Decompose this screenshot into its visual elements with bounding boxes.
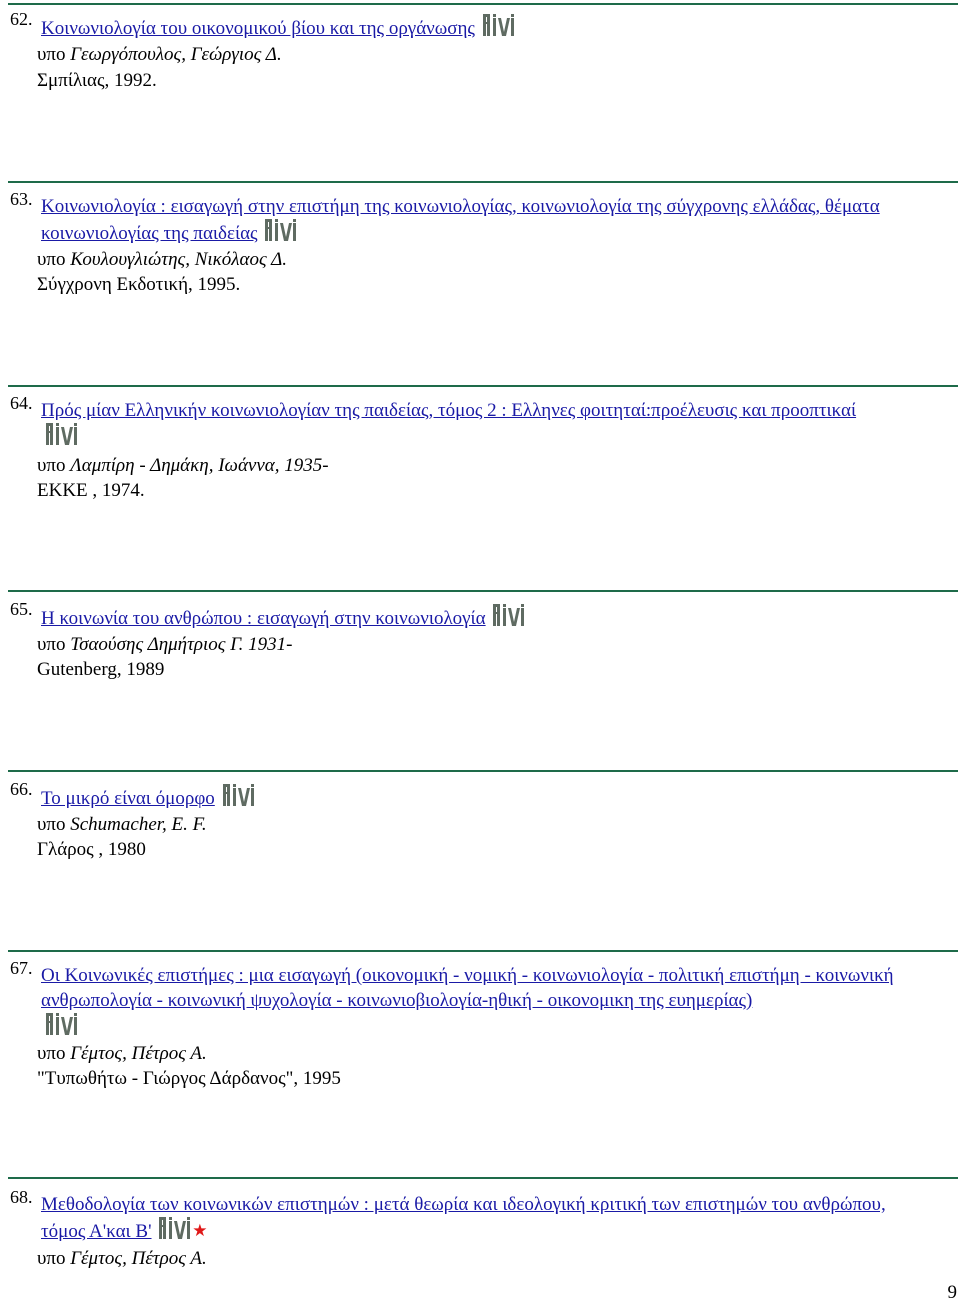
entry-title-link[interactable]: Πρός μίαν Ελληνικήν κοινωνιολογίαν της παιδείας, τόμος 2 : Ελληνες φοιτηταί:προέλευσις και προοπτικαί <box>41 400 857 421</box>
entry-author: υπο Τσαούσης Δημήτριος Γ. 1931- <box>37 634 293 655</box>
separator-line <box>8 770 958 772</box>
separator-line <box>8 590 958 592</box>
page-number: 9 <box>947 1282 957 1303</box>
entry-title-row <box>41 1192 901 1246</box>
library-logo-icon[interactable] <box>45 1013 79 1042</box>
entry-title-row <box>41 398 956 452</box>
entry-author: υπο Κουλουγλιώτης, Νικόλαος Δ. <box>37 249 288 270</box>
separator-line <box>8 181 958 183</box>
entry-number: 62. <box>10 9 33 29</box>
library-logo-icon[interactable] <box>264 219 298 248</box>
entry-author: υπο Γέμτος, Πέτρος Α. <box>37 1043 207 1064</box>
separator-line <box>8 950 958 952</box>
entry-title-row <box>41 604 956 633</box>
entry-title-link[interactable]: Το μικρό είναι όμορφο <box>41 788 215 809</box>
entry-publisher: Σύγχρονη Εκδοτική, 1995. <box>37 274 241 295</box>
library-logo-icon[interactable] <box>492 604 526 633</box>
entry-title-link[interactable]: Η κοινωνία του ανθρώπου : εισαγωγή στην κοινωνιολογία <box>41 608 486 629</box>
entry-author: υπο Schumacher, E. F. <box>37 814 207 835</box>
entry-number: 65. <box>10 599 33 619</box>
entry-number: 64. <box>10 393 33 413</box>
library-logo-icon[interactable] <box>45 423 79 452</box>
entry-title-link[interactable]: Οι Κοινωνικές επιστήμες : μια εισαγωγή (οικονομική - νομική - κοινωνιολογία - πολιτική επιστήμη - κοινωνική ανθρωπολογία - κοινωνική ψυχολογία - κοινωνιοβιολογία-ηθική - οικονομικη της ευημερίας) <box>41 965 894 1011</box>
entry-title-link[interactable]: Μεθοδολογία των κοινωνικών επιστημών : μετά θεωρία και ιδεολογική κριτική των επιστημών του ανθρώπου, τόμος Α'και Β' <box>41 1194 886 1242</box>
entry-publisher: Γλάρος , 1980 <box>37 839 146 860</box>
entry-title-link[interactable]: Κοινωνιολογία : εισαγωγή στην επιστήμη της κοινωνιολογίας, κοινωνιολογία της σύγχρονης ελλάδας, θέματα κοινωνιολογίας της παιδείας <box>41 196 880 244</box>
library-logo-icon[interactable] <box>482 14 516 43</box>
entry-publisher: ΕΚΚΕ , 1974. <box>37 480 145 501</box>
separator-line <box>8 385 958 387</box>
entry-author: υπο Γεωργόπουλος, Γεώργιος Δ. <box>37 44 282 65</box>
entry-publisher: Σμπίλιας, 1992. <box>37 70 157 91</box>
separator-line <box>8 1177 958 1179</box>
entry-title-row <box>41 14 956 43</box>
entry-number: 67. <box>10 958 33 978</box>
entry-number: 66. <box>10 779 33 799</box>
separator-line <box>8 3 958 5</box>
entry-author: υπο Γέμτος, Πέτρος Α. <box>37 1248 207 1269</box>
entry-title-link[interactable]: Κοινωνιολογία του οικονομικού βίου και της οργάνωσης <box>41 18 475 39</box>
entry-number: 68. <box>10 1187 33 1207</box>
star-icon: ★ <box>192 1221 208 1240</box>
entry-author: υπο Λαμπίρη - Δημάκη, Ιωάννα, 1935- <box>37 455 329 476</box>
library-logo-icon[interactable] <box>222 784 256 813</box>
entry-title-row <box>41 963 936 1042</box>
entry-title-row <box>41 784 956 813</box>
library-logo-icon[interactable] <box>158 1217 192 1246</box>
entry-number: 63. <box>10 189 33 209</box>
entry-publisher: "Τυπωθήτω - Γιώργος Δάρδανος", 1995 <box>37 1068 341 1089</box>
entry-title-row <box>41 194 921 248</box>
entry-publisher: Gutenberg, 1989 <box>37 659 165 680</box>
